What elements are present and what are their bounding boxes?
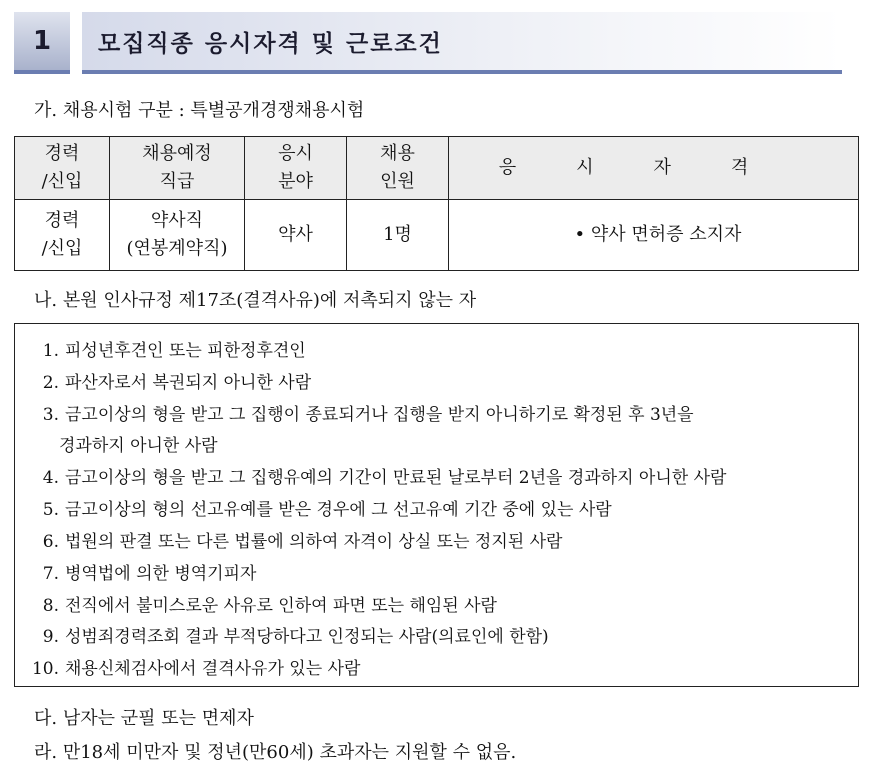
list-item-continuation: 경과하지 아니한 사람 xyxy=(59,436,218,456)
list-item: 1. 피성년후견인 또는 피한정후견인 xyxy=(42,341,306,361)
disqualification-list xyxy=(14,323,859,687)
section-header xyxy=(14,12,842,74)
list-item: 2. 파산자로서 복권되지 아니한 사람 xyxy=(42,373,312,393)
age-requirement: 라. 만18세 미만자 및 정년(만60세) 초과자는 지원할 수 없음. xyxy=(34,742,517,763)
section-number: 1 xyxy=(14,12,70,74)
header-qualification: 응시자격 xyxy=(449,137,859,200)
cell-grade: 약사직 (연봉계약직) xyxy=(110,200,245,271)
military-requirement: 다. 남자는 군필 또는 면제자 xyxy=(34,708,254,729)
exam-type-line: 가. 채용시험 구분 : 특별공개경쟁채용시험 xyxy=(34,100,365,121)
disqualification-heading: 나. 본원 인사규정 제17조(결격사유)에 저촉되지 않는 자 xyxy=(34,290,477,311)
list-item: 3. 금고이상의 형을 받고 그 집행이 종료되거나 집행을 받지 아니하기로 확정된 후 3년을 xyxy=(42,405,694,425)
header-grade: 채용예정 직급 xyxy=(110,137,245,200)
table-row xyxy=(15,200,859,271)
list-item: 8. 전직에서 불미스로운 사유로 인하여 파면 또는 해임된 사람 xyxy=(42,596,497,616)
header-field: 응시 분야 xyxy=(245,137,347,200)
cell-field: 약사 xyxy=(245,200,347,271)
cell-count: 1명 xyxy=(347,200,449,271)
cell-career: 경력 /신입 xyxy=(15,200,110,271)
section-title-bar xyxy=(82,12,842,74)
qualification-table xyxy=(14,136,859,271)
table-header-row xyxy=(15,137,859,200)
list-item: 6. 법원의 판결 또는 다른 법률에 의하여 자격이 상실 또는 정지된 사람 xyxy=(42,532,563,552)
list-item: 5. 금고이상의 형의 선고유예를 받은 경우에 그 선고유예 기간 중에 있는 사람 xyxy=(42,500,612,520)
header-count: 채용 인원 xyxy=(347,137,449,200)
list-item: 10. 채용신체검사에서 결격사유가 있는 사람 xyxy=(31,659,361,679)
list-item: 4. 금고이상의 형을 받고 그 집행유예의 기간이 만료된 날로부터 2년을 경과하지 아니한 사람 xyxy=(42,468,727,488)
cell-qualification: • 약사 면허증 소지자 xyxy=(449,200,859,271)
section-title: 모집직종 응시자격 및 근로조건 xyxy=(98,30,443,57)
list-item: 9. 성범죄경력조회 결과 부적당하다고 인정되는 사람(의료인에 한함) xyxy=(42,627,549,647)
header-career: 경력 /신입 xyxy=(15,137,110,200)
list-item: 7. 병역법에 의한 병역기피자 xyxy=(42,564,257,584)
